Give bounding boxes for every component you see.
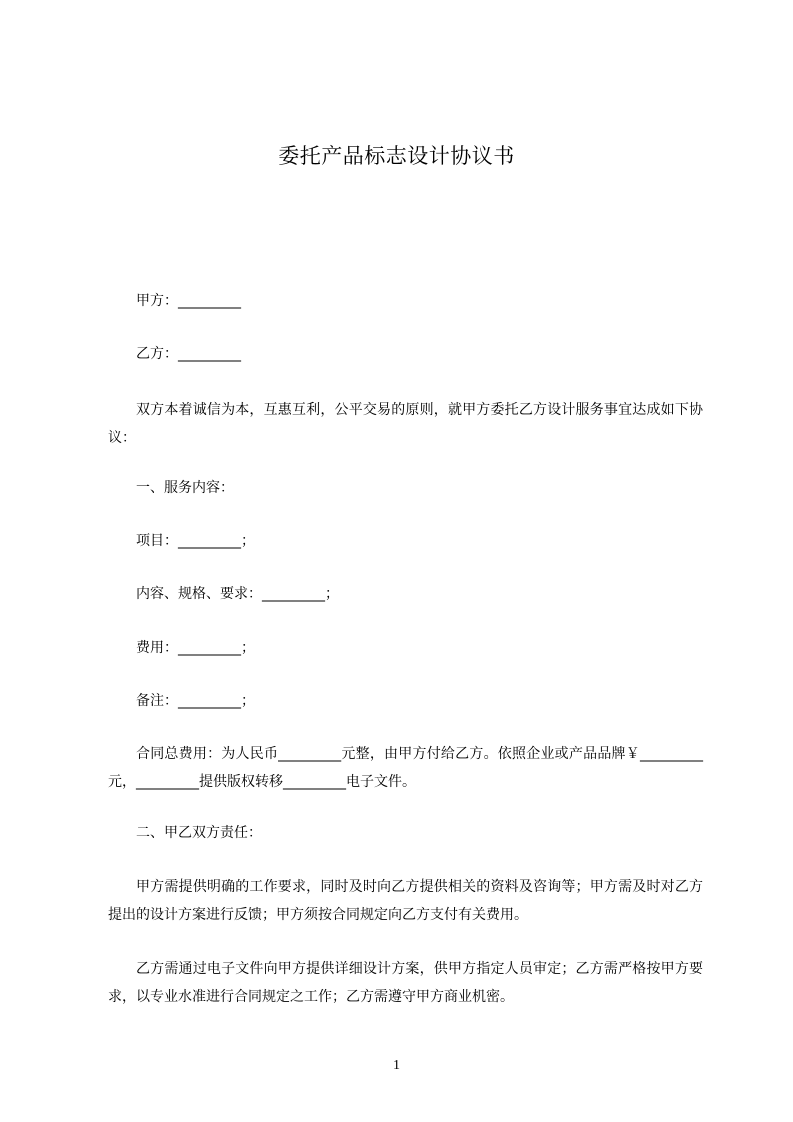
section-2-heading: 二、甲乙双方责任： [136, 825, 262, 841]
page-number: 1 [393, 1058, 400, 1073]
note-line: 备注：_________； [136, 693, 255, 709]
fee-line: 费用：_________； [136, 640, 255, 656]
section-1-heading: 一、服务内容： [136, 480, 234, 496]
intro-paragraph: 双方本着诚信为本，互惠互利，公平交易的原则，就甲方委托乙方设计服务事宜达成如下协议： [108, 402, 703, 446]
party-b-line: 乙方：_________ [136, 346, 241, 362]
spec-line: 内容、规格、要求：_________； [136, 586, 339, 602]
party-a-line: 甲方：_________ [136, 293, 241, 309]
project-line: 项目：_________； [136, 533, 255, 549]
total-fee-paragraph: 合同总费用：为人民币_________元整，由甲方付给乙方。依照企业或产品品牌￥_________元，_________提供版权转移_________电子文件。 [108, 746, 703, 790]
party-b-duty-paragraph: 乙方需通过电子文件向甲方提供详细设计方案，供甲方指定人员审定；乙方需严格按甲方要求，以专业水准进行合同规定之工作；乙方需遵守甲方商业机密。 [108, 961, 703, 1005]
party-a-duty-paragraph: 甲方需提供明确的工作要求，同时及时向乙方提供相关的资料及咨询等；甲方需及时对乙方提出的设计方案进行反馈；甲方须按合同规定向乙方支付有关费用。 [108, 879, 703, 923]
document-title: 委托产品标志设计协议书 [278, 144, 515, 168]
